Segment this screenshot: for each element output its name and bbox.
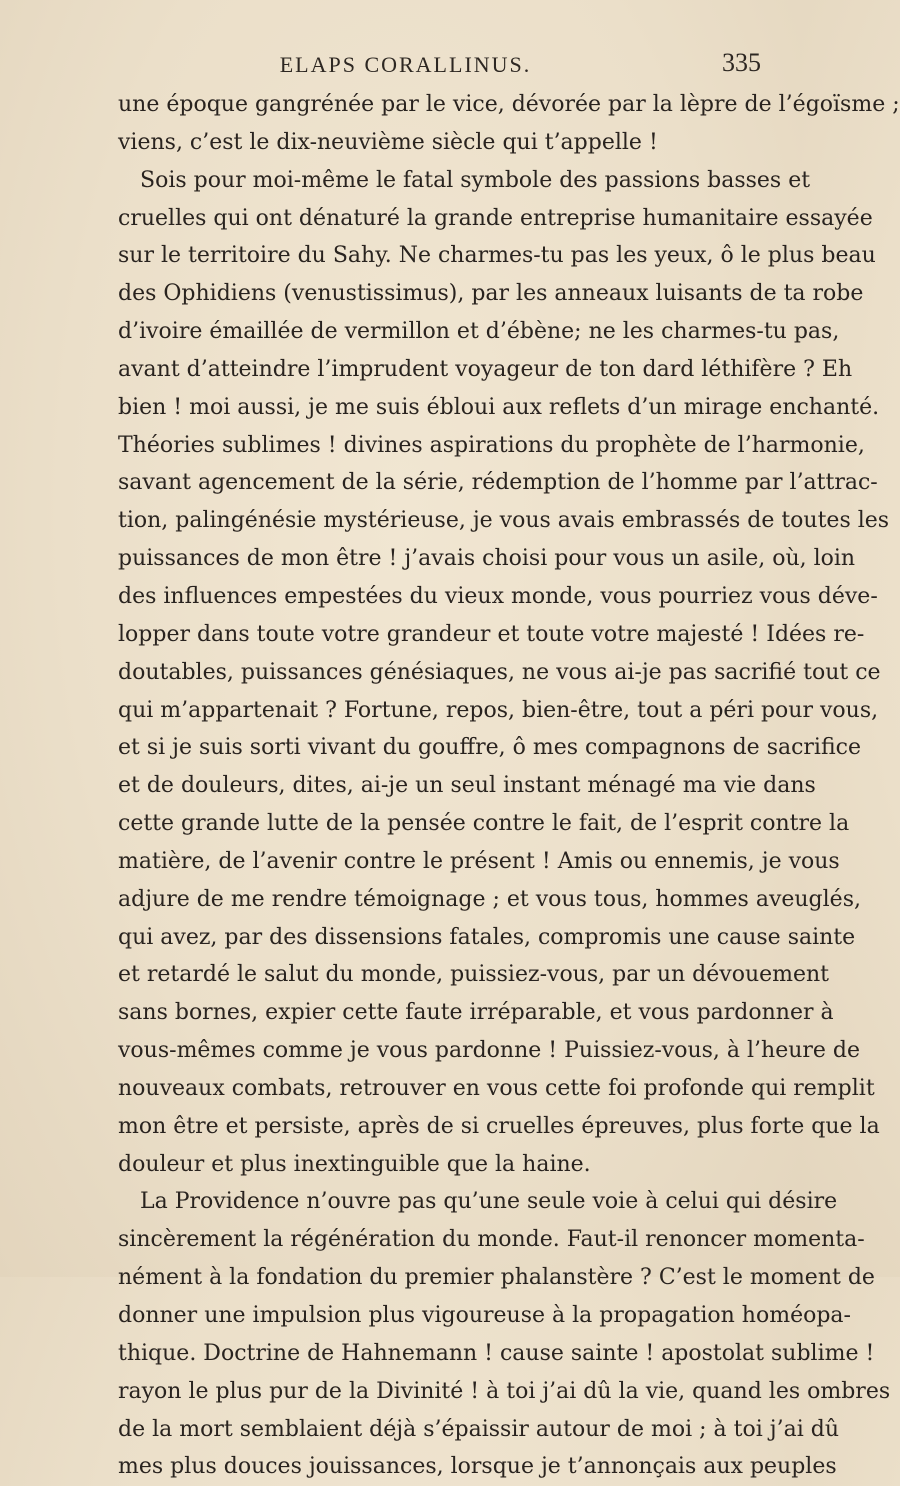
- text-line: d’ivoire émaillée de vermillon et d’ébène; ne les charmes-tu pas,: [118, 319, 840, 345]
- text-line: nément à la fondation du premier phalanstère ? C’est le moment de: [118, 1265, 875, 1291]
- text-line: avant d’atteindre l’imprudent voyageur de ton dard léthifère ? Eh: [118, 356, 853, 382]
- text-line: matière, de l’avenir contre le présent ! Amis ou ennemis, je vous: [118, 848, 840, 874]
- text-line: sincèrement la régénération du monde. Faut-il renoncer momenta-: [118, 1227, 865, 1253]
- text-line: puissances de mon être ! j’avais choisi pour vous un asile, où, loin: [118, 546, 856, 572]
- text-line: adjure de me rendre témoignage ; et vous tous, hommes aveuglés,: [118, 886, 861, 912]
- text-line: qui m’appartenait ? Fortune, repos, bien-être, tout a péri pour vous,: [118, 697, 879, 723]
- text-line: qui avez, par des dissensions fatales, compromis une cause sainte: [118, 924, 856, 950]
- text-line: de la mort semblaient déjà s’épaissir autour de moi ; à toi j’ai dû: [118, 1416, 839, 1442]
- text-line: La Providence n’ouvre pas qu’une seule voie à celui qui désire: [140, 1189, 838, 1215]
- page-number: 335: [722, 48, 761, 77]
- text-line: Sois pour moi-même le fatal symbole des passions basses et: [140, 167, 811, 193]
- text-line: donner une impulsion plus vigoureuse à la propagation homéopa-: [118, 1303, 851, 1328]
- text-line: mes plus douces jouissances, lorsque je t’annonçais aux peuples: [118, 1454, 837, 1480]
- text-line: doutables, puissances génésiaques, ne vous ai-je pas sacrifié tout ce: [118, 659, 881, 685]
- text-line: et si je suis sorti vivant du gouffre, ô mes compagnons de sacrifice: [118, 735, 861, 761]
- text-line: rayon le plus pur de la Divinité ! à toi j’ai dû la vie, quand les ombres: [118, 1378, 891, 1404]
- text-line: sans bornes, expier cette faute irréparable, et vous pardonner à: [118, 1000, 834, 1026]
- text-line: lopper dans toute votre grandeur et toute votre majesté ! Idées re-: [118, 621, 865, 647]
- text-line: et de douleurs, dites, ai-je un seul instant ménagé ma vie dans: [118, 773, 816, 799]
- text-line: et retardé le salut du monde, puissiez-vous, par un dévouement: [118, 962, 830, 988]
- text-line: vous-mêmes comme je vous pardonne ! Puissiez-vous, à l’heure de: [118, 1038, 861, 1064]
- text-line: une époque gangrénée par le vice, dévorée par la lèpre de l’égoïsme ;: [118, 92, 900, 117]
- text-line: viens, c’est le dix-neuvième siècle qui t’appelle !: [118, 129, 658, 155]
- text-line: tion, palingénésie mystérieuse, je vous avais embrassés de toutes les: [118, 508, 890, 534]
- text-line: bien ! moi aussi, je me suis ébloui aux reflets d’un mirage enchanté.: [118, 394, 880, 420]
- text-line: cette grande lutte de la pensée contre le fait, de l’esprit contre la: [118, 811, 850, 837]
- text-line: douleur et plus inextinguible que la haine.: [118, 1151, 591, 1177]
- text-line: sur le territoire du Sahy. Ne charmes-tu pas les yeux, ô le plus beau: [118, 243, 876, 269]
- text-line: thique. Doctrine de Hahnemann ! cause sainte ! apostolat sublime !: [118, 1340, 875, 1366]
- text-line: savant agencement de la série, rédemption de l’homme par l’attrac-: [118, 470, 878, 496]
- body-text: [118, 86, 900, 1486]
- text-line: mon être et persiste, après de si cruelles épreuves, plus forte que la: [118, 1113, 880, 1139]
- running-head: ELAPS CORALLINUS.: [279, 52, 532, 77]
- text-line: des Ophidiens (venustissimus), par les anneaux luisants de ta robe: [118, 281, 864, 307]
- text-line: nouveaux combats, retrouver en vous cette foi profonde qui remplit: [118, 1075, 875, 1101]
- page-header: [50, 48, 761, 82]
- text-line: des influences empestées du vieux monde, vous pourriez vous déve-: [118, 583, 878, 609]
- text-line: Théories sublimes ! divines aspirations du prophète de l’harmonie,: [118, 432, 865, 458]
- text-line: cruelles qui ont dénaturé la grande entreprise humanitaire essayée: [118, 205, 873, 231]
